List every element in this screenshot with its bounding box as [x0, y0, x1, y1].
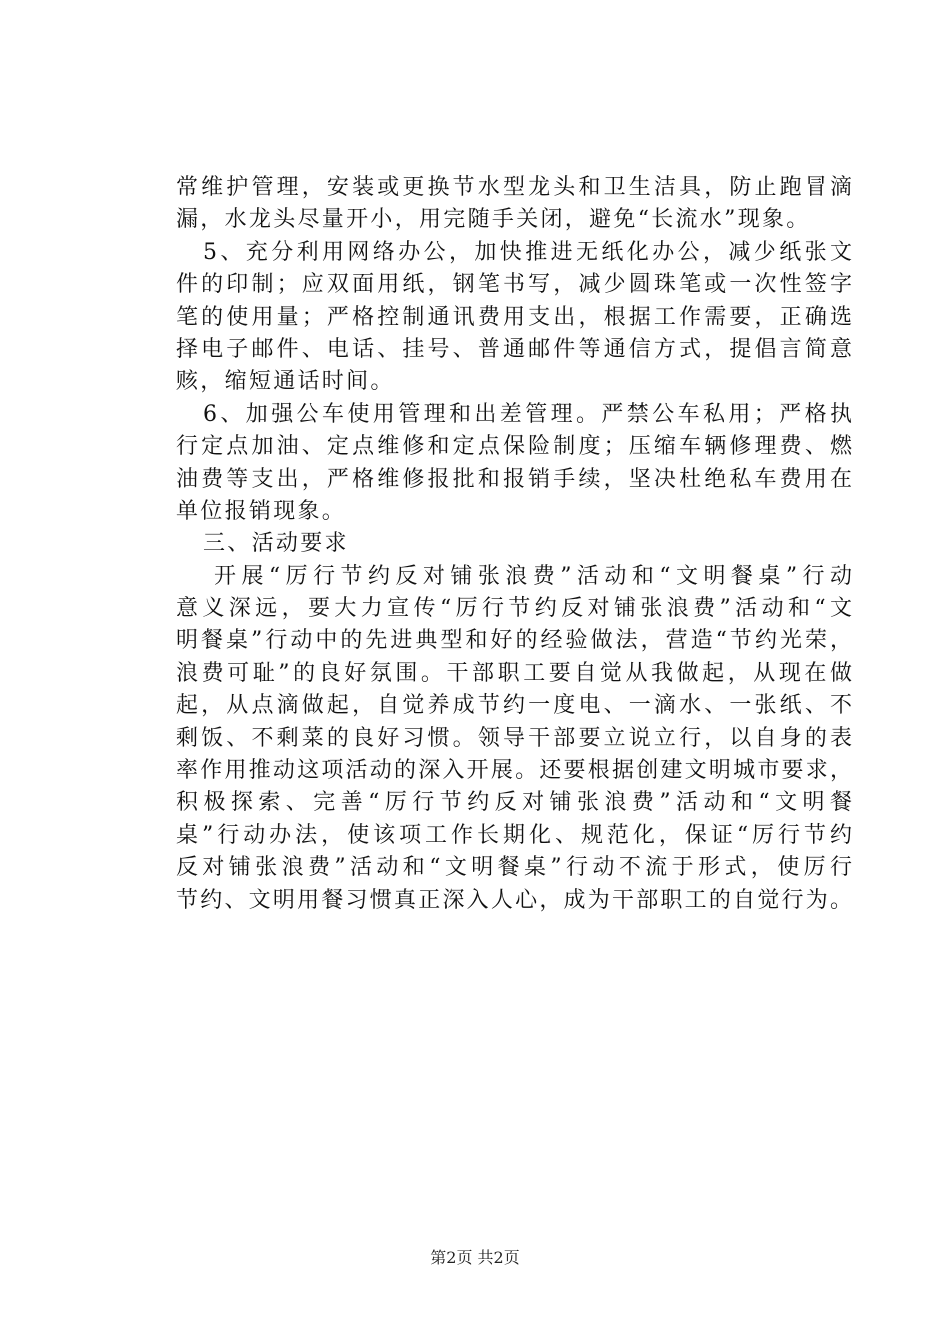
text-line: 漏，水龙头尽量开小，用完随手关闭，避免“长流水”现象。	[176, 207, 811, 233]
text-line: 三、活动要求	[203, 531, 349, 557]
text-line: 件的印制；应双面用纸，钢笔书写，减少圆珠笔或一次性签字	[176, 272, 852, 298]
text-line: 开展“厉行节约反对铺张浪费”活动和“文明餐桌”行动	[214, 563, 852, 589]
text-line: 择电子邮件、电话、挂号、普通邮件等通信方式，提倡言简意	[176, 336, 852, 362]
text-line: 赅，缩短通话时间。	[176, 369, 395, 395]
page-footer: 第2页 共2页	[430, 1248, 520, 1267]
text-line: 起，从点滴做起，自觉养成节约一度电、一滴水、一张纸、不	[176, 693, 852, 719]
text-line: 率作用推动这项活动的深入开展。还要根据创建文明城市要求，	[176, 758, 852, 784]
document-body	[176, 172, 852, 917]
text-line: 行定点加油、定点维修和定点保险制度；压缩车辆修理费、燃	[176, 434, 852, 460]
text-line: 常维护管理，安装或更换节水型龙头和卫生洁具，防止跑冒滴	[176, 175, 852, 200]
text-line: 6、加强公车使用管理和出差管理。严禁公车私用；严格执	[203, 401, 852, 427]
text-line: 反对铺张浪费”活动和“文明餐桌”行动不流于形式，使厉行	[176, 855, 852, 881]
text-line: 剩饭、不剩菜的良好习惯。领导干部要立说立行，以自身的表	[176, 725, 852, 751]
text-line: 油费等支出，严格维修报批和报销手续，坚决杜绝私车费用在	[176, 466, 852, 492]
text-line: 笔的使用量；严格控制通讯费用支出，根据工作需要，正确选	[176, 304, 852, 330]
text-line: 意义深远，要大力宣传“厉行节约反对铺张浪费”活动和“文	[176, 596, 852, 622]
text-line: 桌”行动办法，使该项工作长期化、规范化，保证“厉行节约	[176, 822, 852, 848]
text-line: 浪费可耻”的良好氛围。干部职工要自觉从我做起，从现在做	[176, 660, 852, 686]
text-line: 单位报销现象。	[176, 498, 347, 524]
text-line: 积极探索、完善“厉行节约反对铺张浪费”活动和“文明餐	[176, 790, 852, 816]
text-line: 5、充分利用网络办公，加快推进无纸化办公，减少纸张文	[203, 239, 852, 265]
text-line: 明餐桌”行动中的先进典型和好的经验做法，营造“节约光荣，	[176, 628, 852, 654]
text-line: 节约、文明用餐习惯真正深入人心，成为干部职工的自觉行为。	[176, 887, 852, 913]
